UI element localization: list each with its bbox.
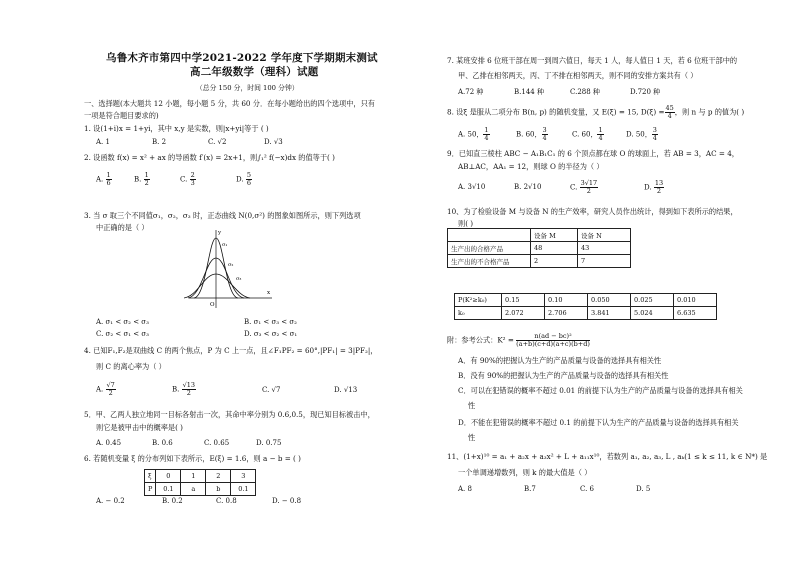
q6-option-a: A. − 0.2 bbox=[96, 497, 125, 505]
q3-stem-line2: 中正确的是（ ） bbox=[96, 223, 149, 232]
table-cell bbox=[448, 229, 531, 242]
right-column bbox=[440, 0, 770, 561]
y-label: y bbox=[218, 230, 222, 236]
sigma2-label: σ₂ bbox=[228, 262, 234, 268]
q4-option-d: D. √13 bbox=[334, 386, 358, 394]
exam-title-line2: 高二年级数学（理科）试题 bbox=[190, 66, 319, 78]
q3-option-d: D. σ₃ < σ₂ < σ₁ bbox=[244, 330, 298, 338]
q3-option-c: C. σ₂ < σ₁ < σ₃ bbox=[96, 330, 149, 338]
q7-option-c: C.288 种 bbox=[570, 88, 600, 96]
q2-stem: 2. 设函数 f(x) = x² + ax 的导函数 f′(x) = 2x+1，则∫₁² f(−x)dx 的值等于( ) bbox=[84, 153, 335, 162]
q4-option-a: A. $\frac{√7}{2}$ bbox=[96, 381, 115, 397]
q3-option-a: A. σ₁ < σ₂ < σ₃ bbox=[96, 318, 149, 326]
section1-line2: 一项是符合题目要求的) bbox=[84, 111, 159, 120]
table-cell: 5.024 bbox=[631, 307, 674, 320]
table-cell: 2.072 bbox=[502, 307, 545, 320]
table-cell: 生产出的不合格产品 bbox=[448, 255, 531, 268]
table-cell: 2 bbox=[206, 470, 231, 483]
q2-option-b: B. $\frac{1}{2}$ bbox=[134, 171, 149, 187]
q4-option-b: B. $\frac{√13}{2}$ bbox=[172, 381, 196, 397]
q1-option-c: C. √2 bbox=[208, 138, 227, 146]
section1-line1: 一、选择题(本大题共 12 小题，每小题 5 分，共 60 分．在每小题给出的四个选项中，只有 bbox=[84, 99, 375, 108]
table-row bbox=[145, 470, 256, 483]
q10-stem-line2: 则( ) bbox=[458, 219, 474, 228]
q2-option-d: D. $\frac{5}{6}$ bbox=[236, 171, 251, 187]
q5-option-c: C. 0.65 bbox=[204, 439, 230, 447]
q9-option-a: A. 3√10 bbox=[458, 183, 486, 191]
exam-title-line1: 乌鲁木齐市第四中学2021-2022 学年度下学期期末测试 bbox=[106, 52, 378, 64]
q9-option-b: B. 2√10 bbox=[514, 183, 542, 191]
q5-stem-line2: 则它是被甲击中的概率是( ) bbox=[96, 423, 183, 432]
q7-stem-line1: 7. 某班安排 6 位班干部在周一到周六值日，每天 1 人，每人值日 1 天，若 6 位班干部中的 bbox=[447, 56, 738, 65]
table-cell: 6.635 bbox=[674, 307, 717, 320]
table-cell: P bbox=[145, 483, 156, 496]
q10-option-c-line2: 性 bbox=[468, 401, 476, 410]
table-cell: 设备 M bbox=[531, 229, 578, 242]
table-cell: 0 bbox=[156, 470, 181, 483]
q10-option-a: A．有 90%的把握认为生产的产品质量与设备的选择具有相关性 bbox=[458, 356, 662, 365]
table-cell: 0.025 bbox=[631, 294, 674, 307]
q5-option-d: D. 0.75 bbox=[256, 439, 282, 447]
q10-critical-value-table bbox=[454, 293, 717, 320]
exam-note: （总分 150 分，时间 100 分钟） bbox=[196, 84, 299, 92]
q5-option-a: A. 0.45 bbox=[96, 439, 122, 447]
q1-stem: 1. 设(1+i)x = 1+yi，其中 x,y 是实数，则|x+yi|等于 ( ) bbox=[84, 124, 269, 133]
q8-option-d: D. 50， $\frac{3}{4}$ bbox=[626, 126, 657, 142]
table-row bbox=[448, 229, 631, 242]
q8-option-c: C. 60， $\frac{1}{4}$ bbox=[572, 126, 603, 142]
table-cell: 0.15 bbox=[502, 294, 545, 307]
q11-option-b: B.7 bbox=[524, 485, 536, 493]
q11-option-c: C. 6 bbox=[580, 485, 595, 493]
table-cell: 1 bbox=[181, 470, 206, 483]
table-cell: 7 bbox=[578, 255, 631, 268]
q7-option-a: A.72 种 bbox=[458, 88, 484, 96]
table-cell: 0.010 bbox=[674, 294, 717, 307]
table-cell: b bbox=[206, 483, 231, 496]
q11-option-d: D. 5 bbox=[636, 485, 651, 493]
table-cell: 2 bbox=[531, 255, 578, 268]
table-cell: k₀ bbox=[455, 307, 502, 320]
table-cell: ξ bbox=[145, 470, 156, 483]
left-column bbox=[84, 0, 404, 561]
q8-option-a: A. 50， $\frac{1}{4}$ bbox=[458, 126, 489, 142]
table-cell: a bbox=[181, 483, 206, 496]
table-cell: 生产出的合格产品 bbox=[448, 242, 531, 255]
q8-stem: 8. 设ξ 是服从二项分布 B(n, p) 的随机变量，又 E(ξ) = 15, D(ξ) = $\frac{45}{4}$ ，则 n 与 p 的值为( ) bbox=[447, 104, 745, 120]
q6-stem: 6. 若随机变量 ξ 的分布列如下表所示，E(ξ) = 1.6，则 a − b = ( ) bbox=[84, 454, 301, 463]
q4-option-c: C. √7 bbox=[262, 386, 281, 394]
q11-option-a: A. 8 bbox=[458, 485, 472, 493]
q10-option-d-line1: D．不能在犯错误的概率不超过 0.1 的前提下认为生产的产品质量与设备的选择具有相关 bbox=[458, 418, 739, 427]
table-cell: 43 bbox=[578, 242, 631, 255]
origin-label: O bbox=[210, 302, 215, 308]
q3-option-b: B. σ₁ < σ₃ < σ₂ bbox=[244, 318, 297, 326]
table-cell: 设备 N bbox=[578, 229, 631, 242]
q11-stem-line2: 一个单调递增数列，则 k 的最大值是（ ） bbox=[458, 468, 592, 477]
q7-option-b: B.144 种 bbox=[514, 88, 544, 96]
q9-stem-line2: AB⊥AC，AA₁ = 12，则球 O 的半径为（ ） bbox=[458, 162, 604, 171]
q10-option-b: B．没有 90%的把握认为生产的产品质量与设备的选择具有相关性 bbox=[458, 371, 669, 380]
table-row bbox=[455, 294, 717, 307]
q10-device-table bbox=[447, 228, 631, 268]
q1-option-a: A. 1 bbox=[96, 138, 110, 146]
q10-stem-line1: 10、为了检验设备 M 与设备 N 的生产效率，研究人员作出统计，得到如下表所示的结果， bbox=[447, 207, 738, 216]
q6-option-b: B. 0.2 bbox=[162, 497, 183, 505]
q10-formula: 附：参考公式：K² = $\frac{\text{n(ad − bc)²}}{(a+b)(c+d)(a+c)(b+d)}$ bbox=[447, 332, 590, 348]
table-cell: 0.10 bbox=[545, 294, 588, 307]
q2-option-c: C. $\frac{2}{3}$ bbox=[180, 171, 195, 187]
q8-option-b: B. 60， $\frac{3}{4}$ bbox=[516, 126, 547, 142]
x-label: x bbox=[267, 290, 271, 296]
table-cell: 0.050 bbox=[588, 294, 631, 307]
q1-option-d: D. √3 bbox=[264, 138, 283, 146]
q3-stem-line1: 3. 当 σ 取三个不同值σ₁，σ₂，σ₃ 时，正态曲线 N(0,σ²) 的图象如图所示，则下列选项 bbox=[84, 211, 361, 220]
q4-stem-line1: 4. 已知F₁,F₂是双曲线 C 的两个焦点，P 为 C 上一点，且∠F₁PF₂ = 60°,|PF₁| = 3|PF₂|， bbox=[84, 346, 378, 355]
table-row bbox=[448, 242, 631, 255]
table-row bbox=[455, 307, 717, 320]
table-row bbox=[145, 483, 256, 496]
q9-option-c: C. $\frac{3√17}{2}$ bbox=[570, 179, 598, 195]
table-cell: 0.1 bbox=[231, 483, 256, 496]
q6-option-c: C. 0.8 bbox=[216, 497, 237, 505]
table-cell: 3.841 bbox=[588, 307, 631, 320]
q6-option-d: D. − 0.8 bbox=[272, 497, 302, 505]
table-cell: 3 bbox=[231, 470, 256, 483]
q9-option-d: D. $\frac{13}{2}$ bbox=[644, 179, 664, 195]
q10-option-c-line1: C．可以在犯错误的概率不超过 0.01 的前提下认为生产的产品质量与设备的选择具有相关 bbox=[458, 386, 743, 395]
table-cell: 48 bbox=[531, 242, 578, 255]
table-cell: P(K²≥k₀) bbox=[455, 294, 502, 307]
table-cell: 0.1 bbox=[156, 483, 181, 496]
q1-option-b: B. 2 bbox=[152, 138, 167, 146]
table-row bbox=[448, 255, 631, 268]
q4-stem-line2: 则 C 的离心率为（ ） bbox=[96, 362, 166, 371]
table-cell: 2.706 bbox=[545, 307, 588, 320]
q11-stem-line1: 11、(1+x)¹⁰ = a₁ + a₂x + a₃x² + L + a₁₁x¹⁰，若数列 a₁, a₂, a₃, L , aₖ(1 ≤ k ≤ 11, k ∈ N*) 是 bbox=[447, 452, 768, 461]
q5-stem-line1: 5．甲、乙两人独立地同一目标各射击一次，其命中率分别为 0.6,0.5，现已知目标被击中， bbox=[84, 410, 375, 419]
q6-distribution-table bbox=[144, 469, 256, 496]
q2-option-a: A. $\frac{1}{6}$ bbox=[96, 171, 111, 187]
q5-option-b: B. 0.6 bbox=[152, 439, 173, 447]
q7-stem-line2: 甲、乙排在相邻两天，丙、丁不排在相邻两天，则不同的安排方案共有（ ） bbox=[458, 71, 698, 80]
sigma1-label: σ₁ bbox=[222, 242, 228, 248]
q9-stem-line1: 9．已知直三棱柱 ABC − A₁B₁C₁ 的 6 个顶点都在球 O 的球面上，若 AB = 3，AC = 4， bbox=[447, 149, 739, 158]
sigma3-label: σ₃ bbox=[236, 276, 242, 282]
q7-option-d: D.720 种 bbox=[630, 88, 661, 96]
q10-option-d-line2: 性 bbox=[468, 433, 476, 442]
normal-curve-graph bbox=[184, 228, 274, 310]
